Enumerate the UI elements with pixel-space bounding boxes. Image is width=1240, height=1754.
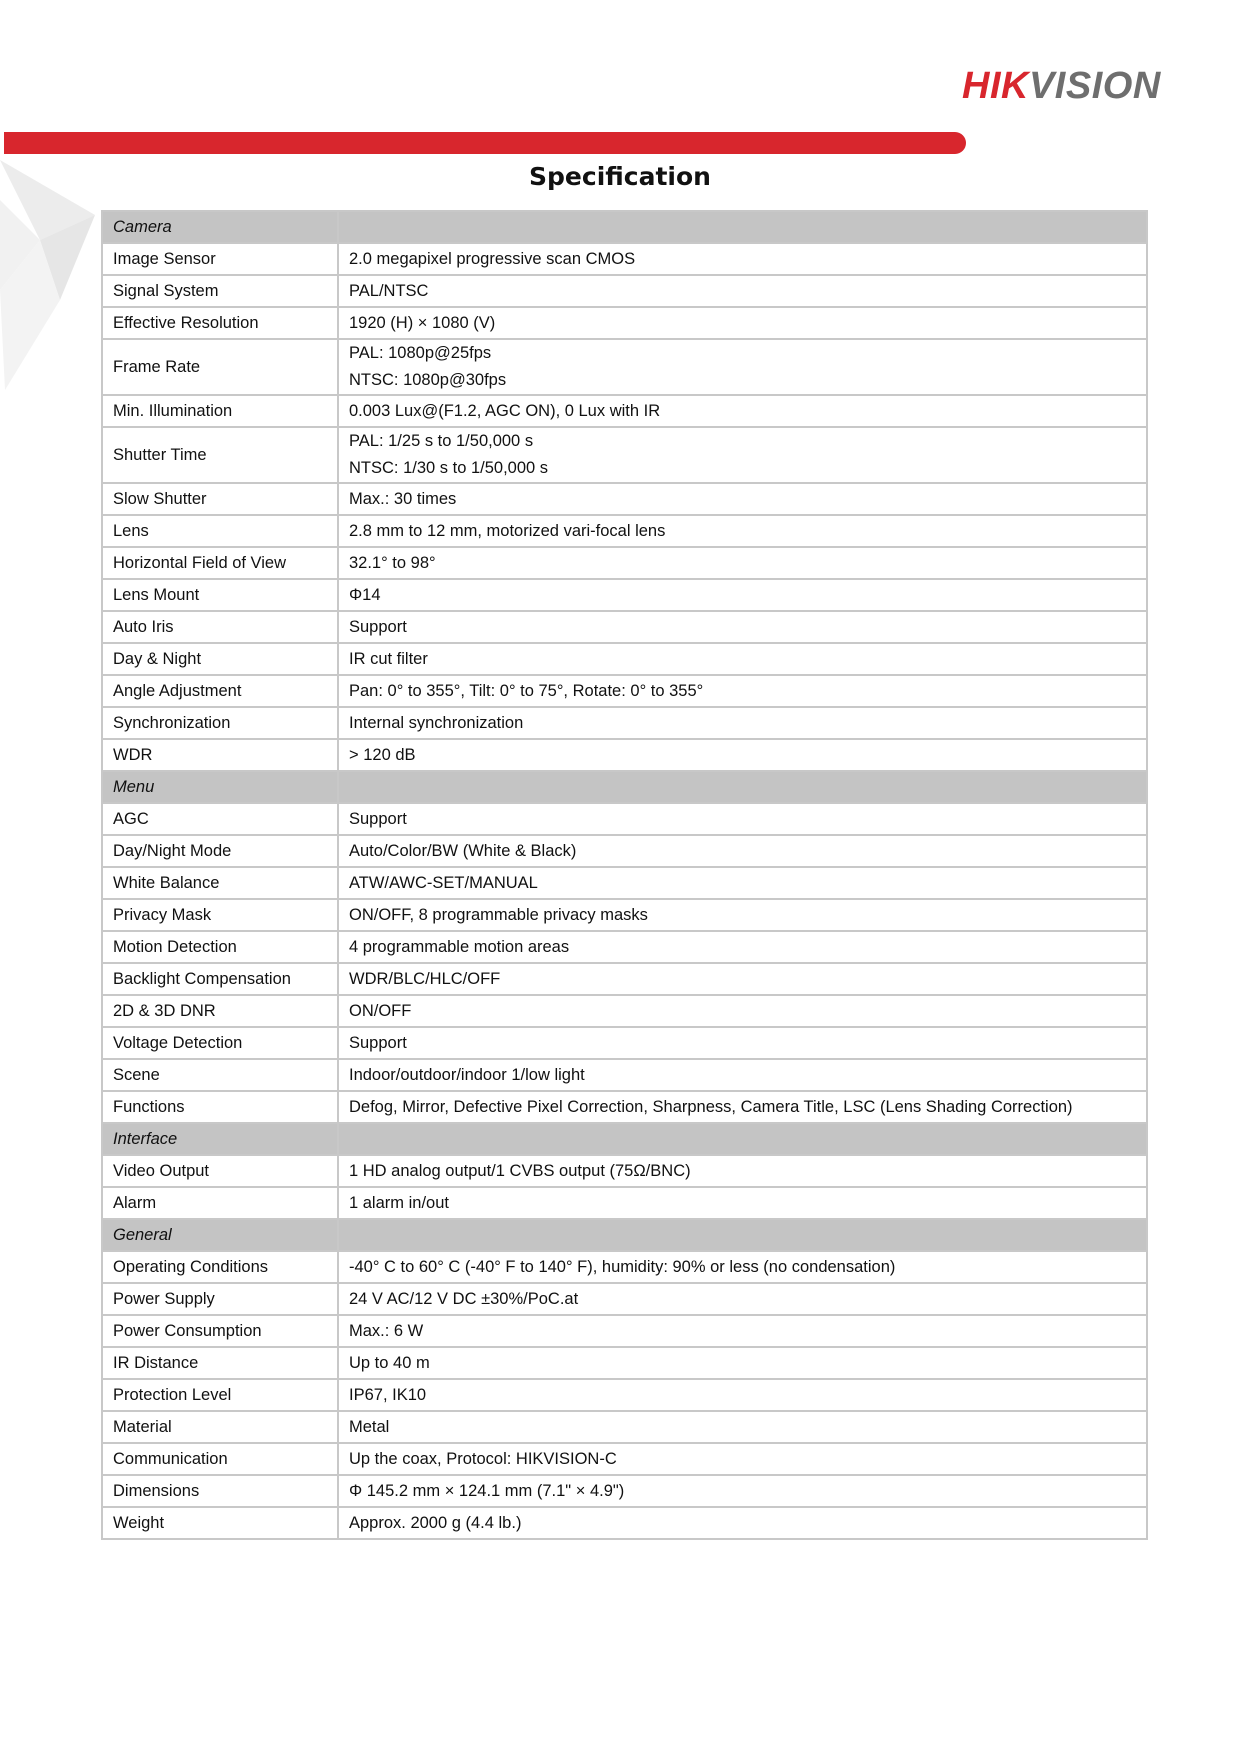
table-row — [102, 995, 1147, 1027]
spec-label: Material — [102, 1411, 338, 1443]
spec-value-line: Up the coax, Protocol: HIKVISION-C — [349, 1449, 617, 1468]
section-title: General — [102, 1219, 338, 1251]
spec-value-line: -40° C to 60° C (-40° F to 140° F), humidity: 90% or less (no condensation) — [349, 1257, 896, 1276]
spec-value-line: Approx. 2000 g (4.4 lb.) — [349, 1513, 522, 1532]
spec-value — [338, 339, 1147, 395]
spec-value-line: 1 alarm in/out — [349, 1193, 449, 1212]
spec-value-line: 4 programmable motion areas — [349, 937, 570, 956]
spec-label: Frame Rate — [102, 339, 338, 395]
spec-value-line: 1920 (H) × 1080 (V) — [349, 313, 496, 332]
section-header — [102, 211, 1147, 243]
spec-value — [338, 1283, 1147, 1315]
spec-value — [338, 995, 1147, 1027]
header-red-bar — [4, 132, 966, 154]
table-row — [102, 675, 1147, 707]
section-header — [102, 771, 1147, 803]
spec-value — [338, 1379, 1147, 1411]
spec-label: Slow Shutter — [102, 483, 338, 515]
spec-value-line: Φ14 — [349, 585, 381, 604]
spec-value — [338, 1027, 1147, 1059]
spec-label: Synchronization — [102, 707, 338, 739]
table-row — [102, 243, 1147, 275]
specification-table — [101, 210, 1148, 1540]
spec-value-line: Pan: 0° to 355°, Tilt: 0° to 75°, Rotate: 0° to 355° — [349, 681, 704, 700]
spec-value — [338, 1187, 1147, 1219]
spec-value — [338, 547, 1147, 579]
table-row — [102, 1155, 1147, 1187]
spec-label: Min. Illumination — [102, 395, 338, 427]
table-row — [102, 707, 1147, 739]
spec-value-line: 2.0 megapixel progressive scan CMOS — [349, 249, 636, 268]
spec-value-line: PAL: 1/25 s to 1/50,000 s — [349, 432, 534, 450]
spec-value-line: Φ 145.2 mm × 124.1 mm (7.1" × 4.9") — [349, 1481, 625, 1500]
spec-label: Protection Level — [102, 1379, 338, 1411]
spec-label: Operating Conditions — [102, 1251, 338, 1283]
spec-value-line: Indoor/outdoor/indoor 1/low light — [349, 1065, 585, 1084]
spec-value — [338, 675, 1147, 707]
spec-value — [338, 243, 1147, 275]
spec-value-line: ON/OFF, 8 programmable privacy masks — [349, 905, 648, 924]
spec-value-line: ATW/AWC-SET/MANUAL — [349, 873, 538, 892]
table-row — [102, 867, 1147, 899]
spec-label: Dimensions — [102, 1475, 338, 1507]
section-header — [102, 1123, 1147, 1155]
table-row — [102, 899, 1147, 931]
spec-value-line: 1 HD analog output/1 CVBS output (75Ω/BNC) — [349, 1161, 691, 1180]
table-row — [102, 275, 1147, 307]
spec-label: Privacy Mask — [102, 899, 338, 931]
table-row — [102, 1379, 1147, 1411]
spec-value-line: 2.8 mm to 12 mm, motorized vari-focal lens — [349, 521, 666, 540]
table-row — [102, 1411, 1147, 1443]
spec-value — [338, 803, 1147, 835]
spec-label: Video Output — [102, 1155, 338, 1187]
table-row — [102, 1187, 1147, 1219]
spec-label: Image Sensor — [102, 243, 338, 275]
spec-value-line: Max.: 30 times — [349, 489, 457, 508]
spec-value-line: IR cut filter — [349, 649, 428, 668]
spec-value — [338, 931, 1147, 963]
spec-value-line: Support — [349, 809, 407, 828]
section-header — [102, 1219, 1147, 1251]
spec-value — [338, 739, 1147, 771]
spec-value — [338, 1315, 1147, 1347]
spec-label: Shutter Time — [102, 427, 338, 483]
spec-value — [338, 515, 1147, 547]
table-row — [102, 307, 1147, 339]
spec-value-line: WDR/BLC/HLC/OFF — [349, 969, 501, 988]
spec-label: Communication — [102, 1443, 338, 1475]
spec-value — [338, 483, 1147, 515]
spec-value — [338, 307, 1147, 339]
table-row — [102, 515, 1147, 547]
table-row — [102, 1315, 1147, 1347]
spec-value — [338, 643, 1147, 675]
spec-value-line: 32.1° to 98° — [349, 553, 436, 572]
spec-value — [338, 1155, 1147, 1187]
table-row — [102, 1283, 1147, 1315]
table-row — [102, 395, 1147, 427]
table-row — [102, 931, 1147, 963]
spec-label: Functions — [102, 1091, 338, 1123]
decorative-watermark — [0, 160, 110, 400]
spec-label: 2D & 3D DNR — [102, 995, 338, 1027]
spec-label: AGC — [102, 803, 338, 835]
spec-value — [338, 1059, 1147, 1091]
spec-label: IR Distance — [102, 1347, 338, 1379]
spec-value — [338, 1251, 1147, 1283]
table-row — [102, 963, 1147, 995]
spec-value-line: Defog, Mirror, Defective Pixel Correction, Sharpness, Camera Title, LSC (Lens Shading Correction) — [349, 1097, 1073, 1116]
table-row — [102, 739, 1147, 771]
spec-label: Weight — [102, 1507, 338, 1539]
table-row — [102, 427, 1147, 483]
spec-value-line: Support — [349, 1033, 407, 1052]
section-header-filler — [338, 1219, 1147, 1251]
table-row — [102, 483, 1147, 515]
spec-value — [338, 1411, 1147, 1443]
spec-label: Day & Night — [102, 643, 338, 675]
spec-value — [338, 427, 1147, 483]
table-row — [102, 611, 1147, 643]
spec-value — [338, 1091, 1147, 1123]
spec-label: Lens — [102, 515, 338, 547]
spec-label: Voltage Detection — [102, 1027, 338, 1059]
spec-value-line: Internal synchronization — [349, 713, 524, 732]
spec-value — [338, 1507, 1147, 1539]
table-row — [102, 339, 1147, 395]
spec-value-line: > 120 dB — [349, 745, 416, 764]
spec-value — [338, 1475, 1147, 1507]
spec-value — [338, 275, 1147, 307]
spec-value — [338, 579, 1147, 611]
spec-label: Lens Mount — [102, 579, 338, 611]
section-title: Menu — [102, 771, 338, 803]
spec-value-line: ON/OFF — [349, 1001, 412, 1020]
spec-value-line: Auto/Color/BW (White & Black) — [349, 841, 577, 860]
table-row — [102, 1251, 1147, 1283]
table-row — [102, 1091, 1147, 1123]
spec-value-line: 0.003 Lux@(F1.2, AGC ON), 0 Lux with IR — [349, 401, 661, 420]
spec-label: Motion Detection — [102, 931, 338, 963]
spec-label: Power Supply — [102, 1283, 338, 1315]
spec-value — [338, 835, 1147, 867]
spec-label: Backlight Compensation — [102, 963, 338, 995]
table-row — [102, 1059, 1147, 1091]
spec-label: Horizontal Field of View — [102, 547, 338, 579]
section-title: Interface — [102, 1123, 338, 1155]
spec-value-line: Support — [349, 617, 407, 636]
table-row — [102, 803, 1147, 835]
spec-value — [338, 899, 1147, 931]
spec-value-line: 24 V AC/12 V DC ±30%/PoC.at — [349, 1289, 579, 1308]
spec-value-line: IP67, IK10 — [349, 1385, 427, 1404]
spec-label: White Balance — [102, 867, 338, 899]
spec-value-line: Max.: 6 W — [349, 1321, 424, 1340]
table-row — [102, 1347, 1147, 1379]
table-row — [102, 579, 1147, 611]
spec-value — [338, 395, 1147, 427]
spec-value-line: NTSC: 1/30 s to 1/50,000 s — [349, 459, 549, 477]
section-header-filler — [338, 211, 1147, 243]
section-title: Camera — [102, 211, 338, 243]
spec-label: Signal System — [102, 275, 338, 307]
spec-label: WDR — [102, 739, 338, 771]
spec-label: Angle Adjustment — [102, 675, 338, 707]
svg-text:HIKVISION: HIKVISION — [962, 65, 1161, 107]
spec-value — [338, 1443, 1147, 1475]
section-header-filler — [338, 1123, 1147, 1155]
spec-label: Alarm — [102, 1187, 338, 1219]
spec-value — [338, 611, 1147, 643]
spec-value-line: Up to 40 m — [349, 1353, 430, 1372]
spec-label: Power Consumption — [102, 1315, 338, 1347]
spec-value — [338, 1347, 1147, 1379]
spec-value-line: PAL/NTSC — [349, 281, 429, 300]
hikvision-logo — [962, 60, 1192, 110]
table-row — [102, 835, 1147, 867]
spec-label: Scene — [102, 1059, 338, 1091]
spec-value — [338, 963, 1147, 995]
table-row — [102, 547, 1147, 579]
table-row — [102, 643, 1147, 675]
spec-value — [338, 707, 1147, 739]
page-title: Specification — [529, 162, 711, 191]
table-row — [102, 1443, 1147, 1475]
spec-value-line: Metal — [349, 1417, 390, 1436]
table-row — [102, 1507, 1147, 1539]
spec-value-line: NTSC: 1080p@30fps — [349, 371, 507, 389]
spec-label: Effective Resolution — [102, 307, 338, 339]
spec-value-line: PAL: 1080p@25fps — [349, 344, 492, 362]
spec-label: Day/Night Mode — [102, 835, 338, 867]
table-row — [102, 1475, 1147, 1507]
section-header-filler — [338, 771, 1147, 803]
spec-value — [338, 867, 1147, 899]
spec-label: Auto Iris — [102, 611, 338, 643]
table-row — [102, 1027, 1147, 1059]
